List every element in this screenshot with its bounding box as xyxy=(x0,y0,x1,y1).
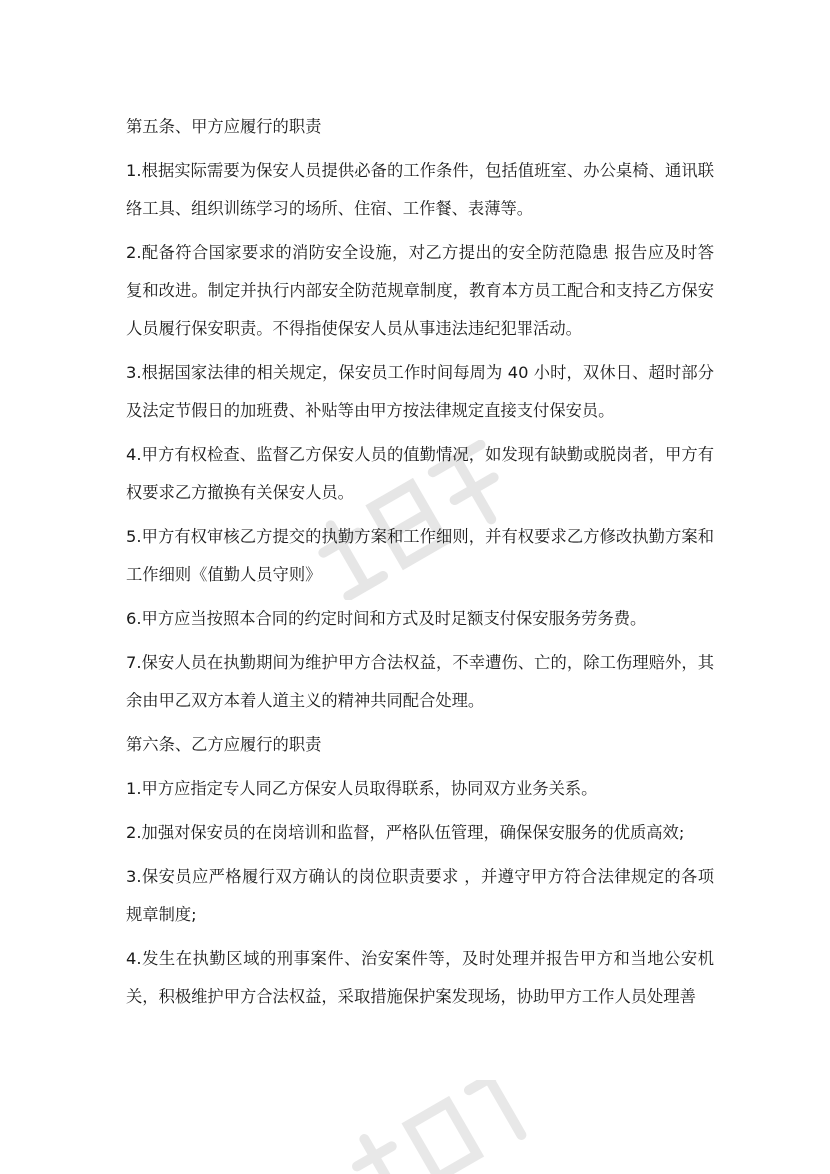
section-6-heading: 第六条、乙方应履行的职责 xyxy=(126,735,322,754)
section-5-heading: 第五条、甲方应履行的职责 xyxy=(126,117,322,136)
section-5-item-5: 5.甲方有权审核乙方提交的执勤方案和工作细则，并有权要求乙方修改执勤方案和工作细则《值勤人员守则》 xyxy=(126,527,714,584)
section-6-item-1: 1.甲方应指定专人同乙方保安人员取得联系，协同双方业务关系。 xyxy=(126,779,598,798)
section-5-item-7: 7.保安人员在执勤期间为维护甲方合法权益，不幸遭伤、亡的，除工伤理赔外，其余由甲乙双方本着人道主义的精神共同配合处理。 xyxy=(126,653,714,710)
section-5-item-2: 2.配备符合国家要求的消防安全设施，对乙方提出的安全防范隐患 报告应及时答复和改进。制定并执行内部安全防范规章制度，教育本方员工配合和支持乙方保安人员履行保安职责。不得指使保安人员从事违法违纪犯罪活动。 xyxy=(126,243,714,338)
section-5-item-4: 4.甲方有权检查、监督乙方保安人员的值勤情况，如发现有缺勤或脱岗者，甲方有权要求乙方撤换有关保安人员。 xyxy=(126,445,714,502)
section-5-item-1: 1.根据实际需要为保安人员提供必备的工作条件，包括值班室、办公桌椅、通讯联络工具、组织训练学习的场所、住宿、工作餐、表薄等。 xyxy=(126,161,714,218)
document-body xyxy=(126,108,714,1022)
section-5-item-3: 3.根据国家法律的相关规定，保安员工作时间每周为 40 小时，双休日、超时部分及法定节假日的加班费、补贴等由甲方按法律规定直接支付保安员。 xyxy=(126,363,714,420)
section-5-item-6: 6.甲方应当按照本合同的约定时间和方式及时足额支付保安服务劳务费。 xyxy=(126,609,647,628)
section-6-item-3: 3.保安员应严格履行双方确认的岗位职责要求 ，并遵守甲方符合法律规定的各项规章制度; xyxy=(126,867,714,924)
section-6-item-2: 2.加强对保安员的在岗培训和监督，严格队伍管理，确保保安服务的优质高效; xyxy=(126,823,685,842)
section-6-item-4: 4.发生在执勤区域的刑事案件、治安案件等，及时处理并报告甲方和当地公安机关，积极维护甲方合法权益，采取措施保护案发现场，协助甲方工作人员处理善 xyxy=(126,949,714,1006)
watermark-logo-icon-bottom xyxy=(330,1080,550,1174)
